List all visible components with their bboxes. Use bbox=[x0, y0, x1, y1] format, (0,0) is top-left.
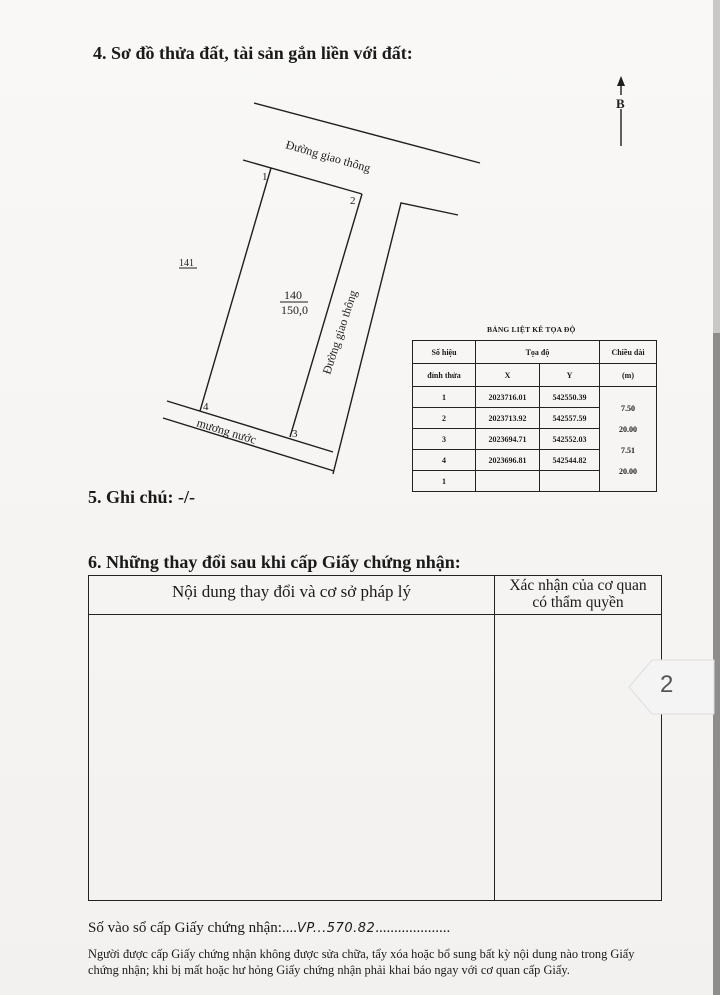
vertex-label-2: 2 bbox=[350, 195, 356, 207]
parcel-number: 140 bbox=[284, 288, 302, 302]
table-row bbox=[413, 387, 657, 408]
coord-y: 542552.03 bbox=[540, 429, 600, 450]
coord-x: 2023694.71 bbox=[476, 429, 540, 450]
y-header: Y bbox=[540, 364, 600, 387]
vertex-header-2: đỉnh thửa bbox=[413, 364, 476, 387]
vertex-label-4: 4 bbox=[203, 401, 209, 413]
north-label: B bbox=[616, 96, 625, 111]
dots: .... bbox=[281, 920, 297, 936]
coord-y bbox=[540, 471, 600, 492]
coord-x: 2023696.81 bbox=[476, 450, 540, 471]
dots: .................... bbox=[375, 920, 451, 936]
vertex-id: 2 bbox=[413, 408, 476, 429]
vertex-label-3: 3 bbox=[292, 428, 298, 440]
length-3-4: 7.51 bbox=[621, 446, 635, 455]
vertex-id: 4 bbox=[413, 450, 476, 471]
coord-x: 2023713.92 bbox=[476, 408, 540, 429]
section-4-title: 4. Sơ đồ thửa đất, tài sản gắn liền với đất: bbox=[93, 43, 413, 63]
lengths-cell bbox=[600, 387, 657, 492]
road-top-label: Đường giao thông bbox=[284, 137, 373, 176]
page-number: 2 bbox=[660, 671, 674, 698]
authority-header-line2: có thẩm quyền bbox=[532, 594, 624, 611]
length-1-2: 7.50 bbox=[621, 404, 635, 413]
x-header: X bbox=[476, 364, 540, 387]
column-divider bbox=[494, 576, 495, 900]
coord-x bbox=[476, 471, 540, 492]
neighbor-parcel-label: 141 bbox=[179, 258, 194, 269]
north-arrow-icon bbox=[617, 76, 625, 86]
coord-x: 2023716.01 bbox=[476, 387, 540, 408]
footnote: Người được cấp Giấy chứng nhận không được sửa chữa, tẩy xóa hoặc bổ sung bất kỳ nội dung nào trong Giấy chứng nhận; khi bị mất hoặc hư hỏng Giấy chứng nhận phải khai báo ngay với cơ quan cấp Giấy. bbox=[88, 947, 635, 977]
section-5-title: 5. Ghi chú: -/- bbox=[88, 487, 196, 507]
length-2-3: 20.00 bbox=[619, 425, 637, 434]
registration-number: VP...570.82 bbox=[296, 921, 376, 936]
canal-label: mương nước bbox=[195, 415, 258, 447]
vertex-header: Số hiệu bbox=[413, 341, 476, 364]
authority-header-line1: Xác nhận của cơ quan bbox=[509, 577, 647, 594]
road-right-label: Đường giao thông bbox=[319, 288, 360, 376]
coordinate-table-title: BẢNG LIỆT KÊ TỌA ĐỘ bbox=[487, 325, 576, 334]
section-6-title: 6. Những thay đổi sau khi cấp Giấy chứng nhận: bbox=[88, 552, 461, 572]
coordinate-table bbox=[412, 340, 657, 492]
vertex-id: 3 bbox=[413, 429, 476, 450]
coord-y: 542550.39 bbox=[540, 387, 600, 408]
registration-number-line bbox=[88, 920, 450, 937]
coord-header: Tọa độ bbox=[476, 341, 600, 364]
length-unit-header: (m) bbox=[600, 364, 657, 387]
parcel-edge-1-4 bbox=[200, 168, 271, 411]
vertex-label-1: 1 bbox=[262, 171, 268, 183]
parcel-area: 150,0 bbox=[281, 303, 308, 317]
changes-content-header: Nội dung thay đổi và cơ sở pháp lý bbox=[172, 582, 411, 601]
changes-table bbox=[88, 575, 662, 901]
authority-confirmation-header bbox=[495, 577, 661, 611]
road-boundary-line bbox=[254, 103, 480, 163]
vertex-id: 1 bbox=[413, 387, 476, 408]
header-divider bbox=[89, 614, 661, 615]
coord-y: 542544.82 bbox=[540, 450, 600, 471]
page-number-badge[interactable] bbox=[628, 659, 716, 715]
vertex-id: 1 bbox=[413, 471, 476, 492]
registration-label: Số vào sổ cấp Giấy chứng nhận: bbox=[88, 920, 282, 936]
length-4-1: 20.00 bbox=[619, 467, 637, 476]
length-header: Chiều dài bbox=[600, 341, 657, 364]
coord-y: 542557.59 bbox=[540, 408, 600, 429]
